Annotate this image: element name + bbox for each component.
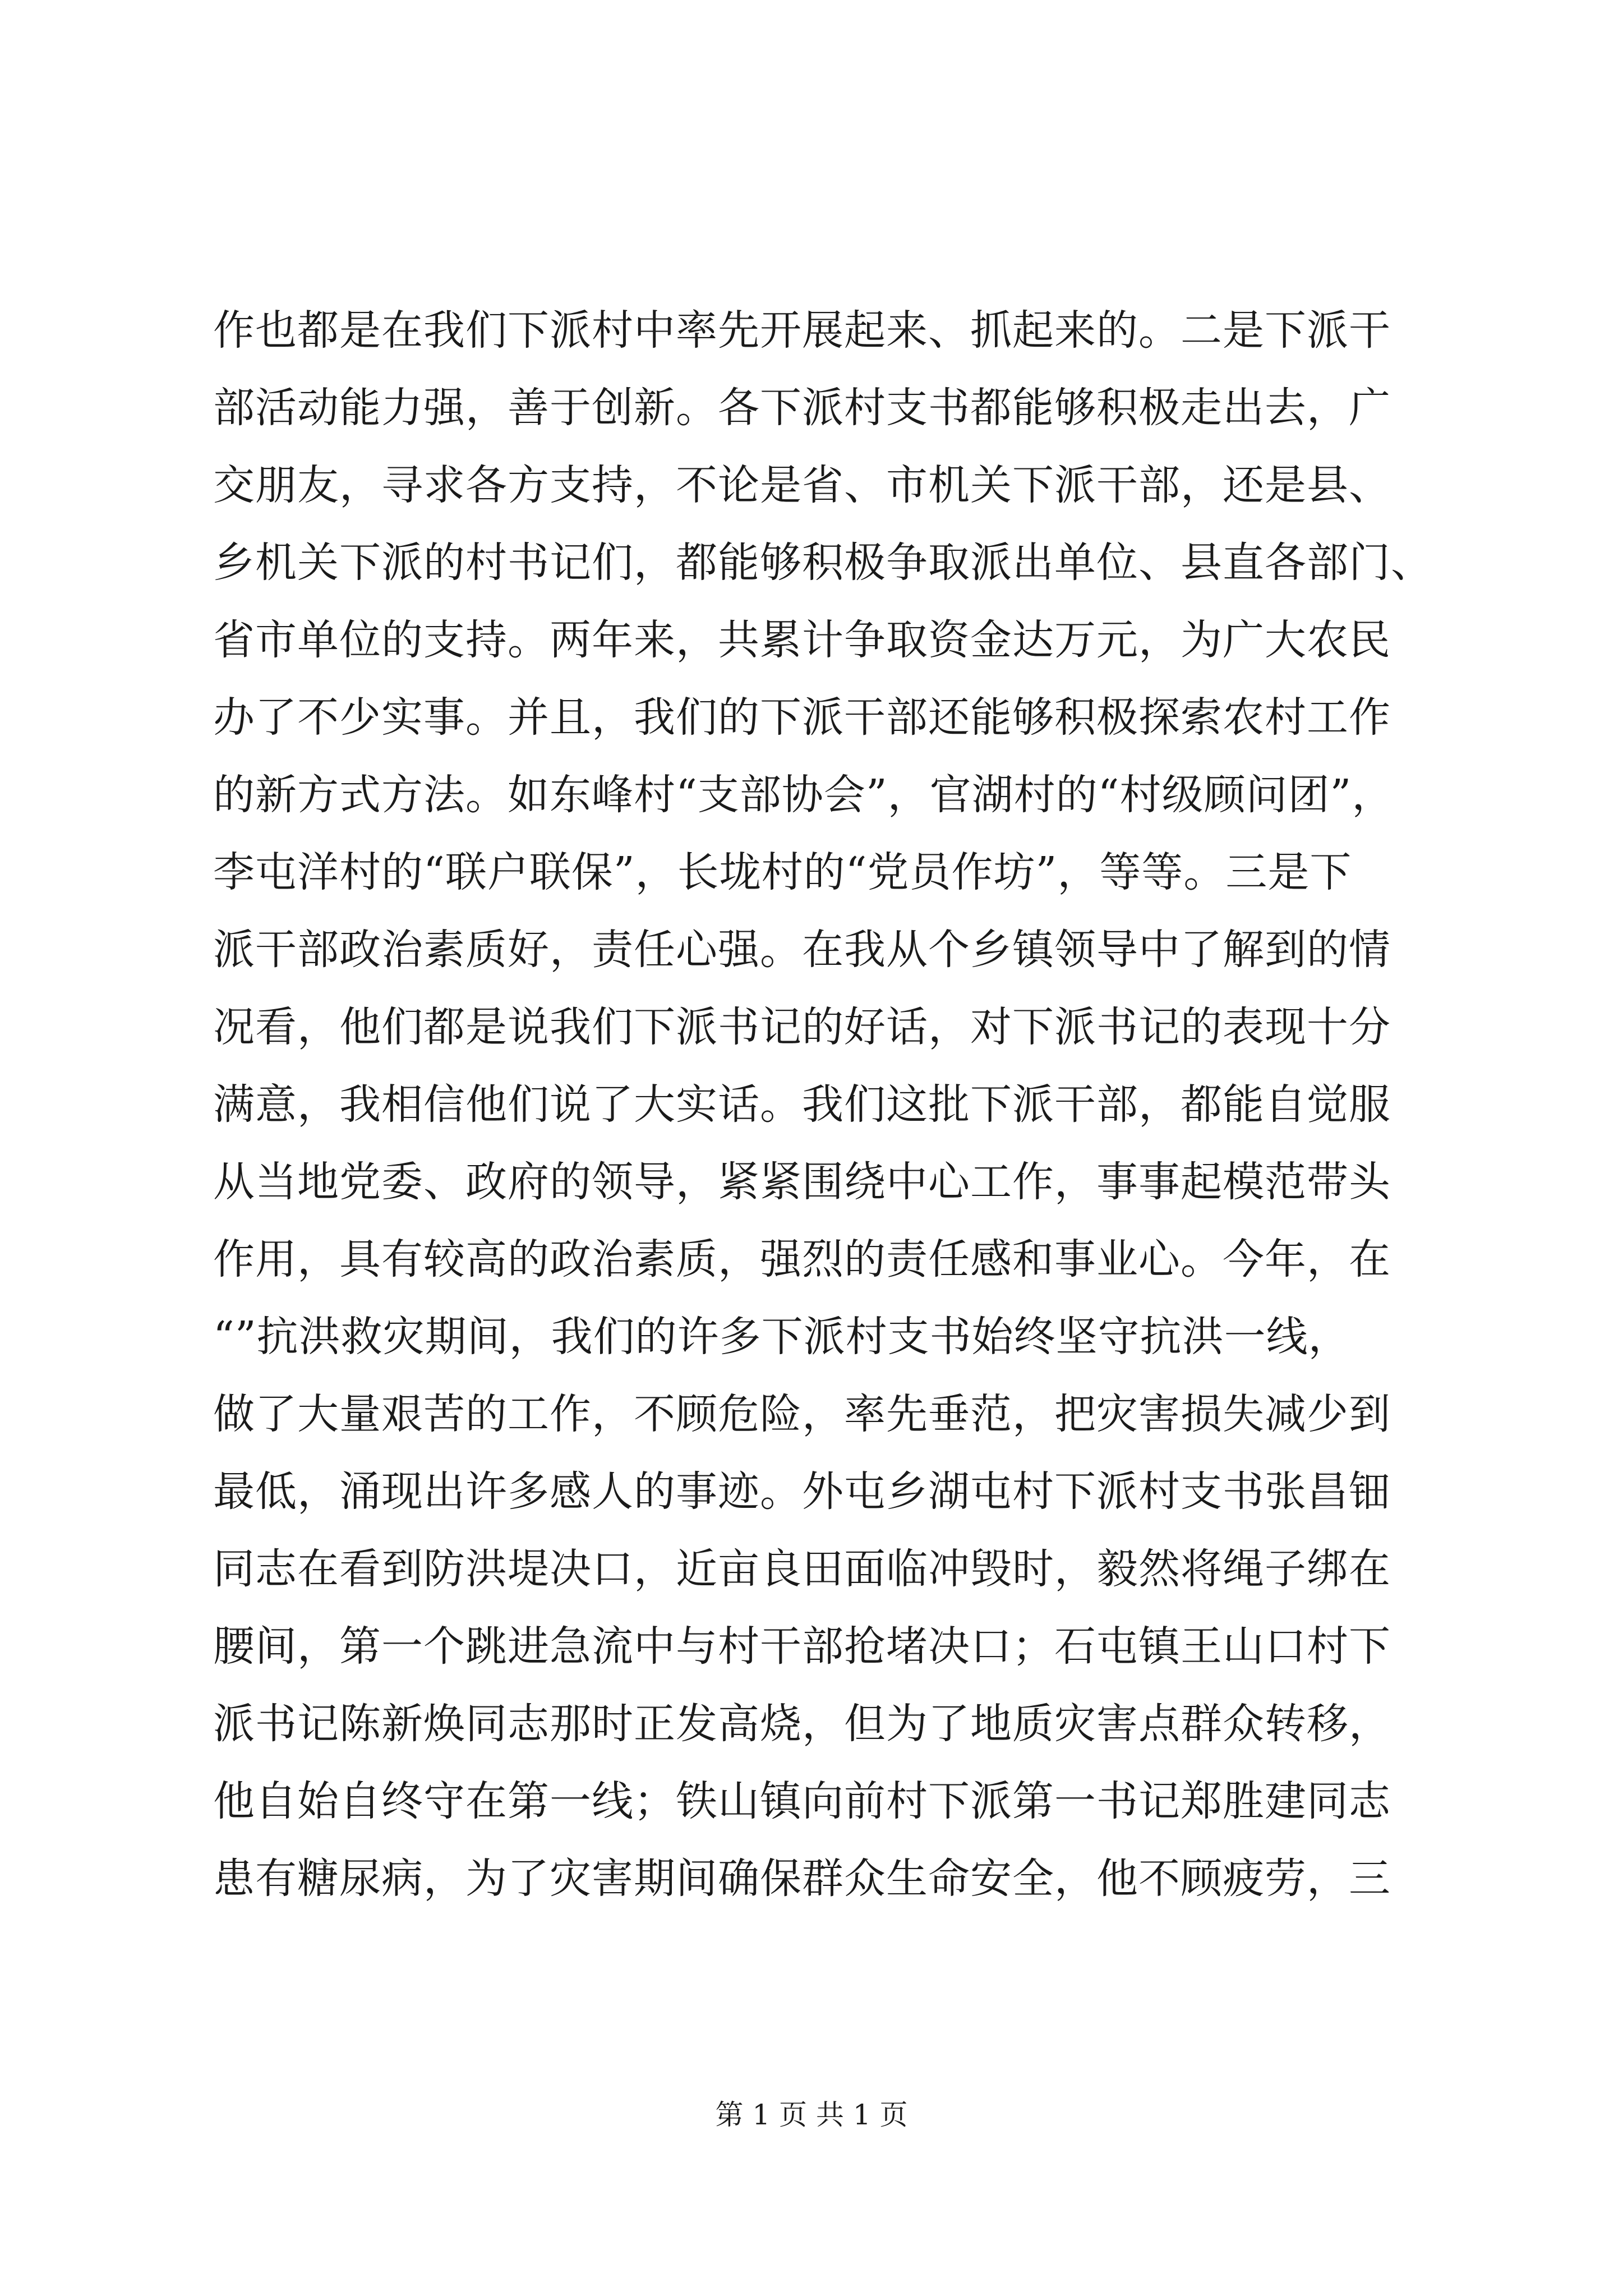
text-line: 交朋友，寻求各方支持，不论是省、市机关下派干部，还是县、 <box>213 461 1391 509</box>
text-line: “”抗洪救灾期间，我们的许多下派村支书始终坚守抗洪一线， <box>213 1313 1350 1361</box>
body-text <box>213 292 1436 1917</box>
text-line: 同志在看到防洪堤决口，近亩良田面临冲毁时，毅然将绳子绑在 <box>213 1545 1391 1593</box>
text-line: 的新方式方法。如东峰村“支部协会”，官湖村的“村级顾问团”， <box>213 771 1394 819</box>
text-line: 满意，我相信他们说了大实话。我们这批下派干部，都能自觉服 <box>213 1080 1391 1129</box>
text-line: 最低，涌现出许多感人的事迹。外屯乡湖屯村下派村支书张昌钿 <box>213 1467 1391 1516</box>
text-line: 从当地党委、政府的领导，紧紧围绕中心工作，事事起模范带头 <box>213 1158 1391 1206</box>
text-line: 患有糖尿病，为了灾害期间确保群众生命安全，他不顾疲劳，三 <box>213 1855 1391 1903</box>
text-line: 办了不少实事。并且，我们的下派干部还能够积极探索农村工作 <box>213 693 1391 742</box>
text-line: 他自始自终守在第一线；铁山镇向前村下派第一书记郑胜建同志 <box>213 1777 1391 1825</box>
text-line: 况看，他们都是说我们下派书记的好话，对下派书记的表现十分 <box>213 1003 1391 1051</box>
text-line: 省市单位的支持。两年来，共累计争取资金达万元，为广大农民 <box>213 616 1391 664</box>
text-line: 派书记陈新焕同志那时正发高烧，但为了地质灾害点群众转移， <box>213 1700 1391 1748</box>
text-line: 派干部政治素质好，责任心强。在我从个乡镇领导中了解到的情 <box>213 926 1391 974</box>
text-line: 作也都是在我们下派村中率先开展起来、抓起来的。二是下派干 <box>213 306 1391 355</box>
text-line: 李屯洋村的“联户联保”，长垅村的“党员作坊”，等等。三是下 <box>213 848 1352 896</box>
page-footer: 第 1 页 共 1 页 <box>715 2099 908 2131</box>
text-line: 部活动能力强，善于创新。各下派村支书都能够积极走出去，广 <box>213 384 1391 432</box>
text-line: 做了大量艰苦的工作，不顾危险，率先垂范，把灾害损失减少到 <box>213 1390 1391 1438</box>
text-line: 乡机关下派的村书记们，都能够积极争取派出单位、县直各部门、 <box>213 539 1433 587</box>
text-line: 腰间，第一个跳进急流中与村干部抢堵决口；石屯镇王山口村下 <box>213 1622 1391 1671</box>
text-line: 作用，具有较高的政治素质，强烈的责任感和事业心。今年，在 <box>213 1235 1391 1283</box>
